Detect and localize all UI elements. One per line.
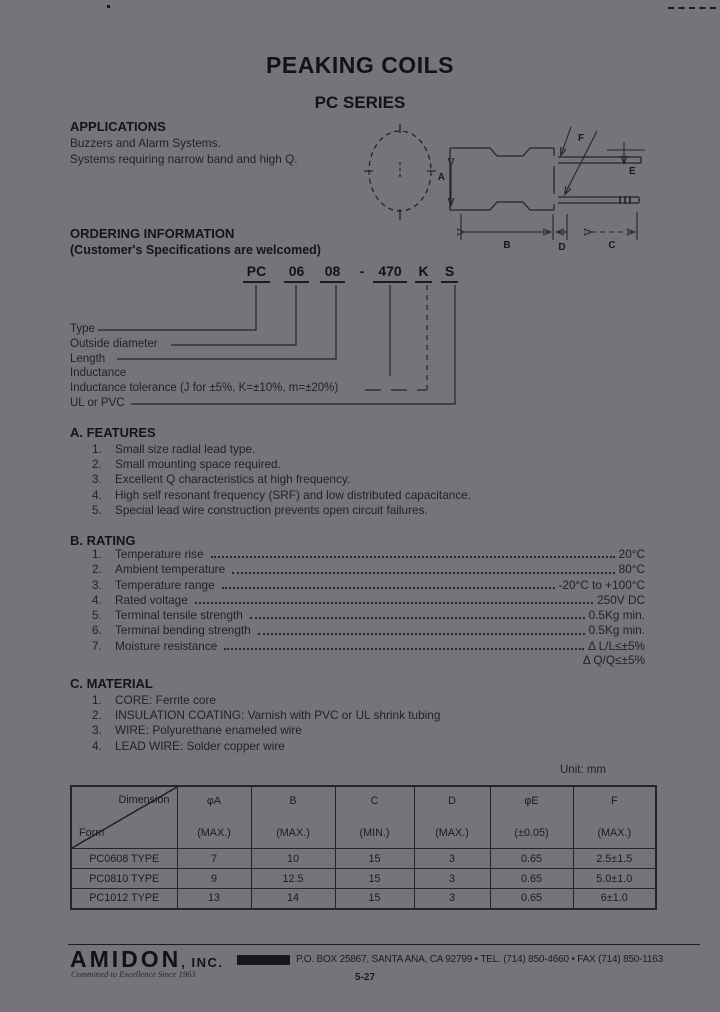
table-corner-cell	[71, 786, 177, 849]
feature-number: 3.	[92, 472, 102, 487]
cell-a: 9	[177, 869, 251, 889]
table-row	[71, 869, 656, 889]
ordering-legend-diameter: Outside diameter	[70, 337, 158, 350]
feature-number: 5.	[92, 502, 102, 517]
dimensions-table	[70, 785, 657, 910]
feature-item	[92, 488, 471, 503]
rating-item	[92, 608, 645, 623]
dimension-lines	[451, 127, 645, 240]
material-text: INSULATION COATING: Varnish with PVC or UL shrink tubing	[115, 708, 441, 723]
cell-form: PC0810 TYPE	[71, 869, 177, 889]
rating-value: 0.5Kg min.	[588, 608, 645, 623]
feature-item	[92, 442, 471, 457]
dim-label-d: D	[558, 242, 566, 253]
table-header-row	[71, 786, 656, 849]
order-code-diameter: 06	[284, 263, 309, 283]
order-code-type: PC	[243, 263, 270, 283]
rating-number: 4.	[92, 592, 102, 607]
rating-value: 80°C	[618, 562, 645, 577]
rating-number: 3.	[92, 577, 102, 592]
material-text: LEAD WIRE: Solder copper wire	[115, 738, 285, 753]
material-item	[92, 739, 440, 754]
cell-f: 2.5±1.5	[573, 849, 656, 869]
feature-number: 1.	[92, 442, 102, 456]
page-title: PEAKING COILS	[266, 52, 454, 78]
rating-label: Ambient temperature	[115, 562, 226, 577]
ordering-legend	[70, 322, 338, 411]
material-item	[92, 723, 440, 738]
material-number: 2.	[92, 708, 102, 723]
page-number: 5-27	[354, 972, 375, 983]
rating-value: -20°C to +100°C	[558, 577, 645, 592]
dot-leader	[258, 632, 585, 635]
feature-text: Small size radial lead type.	[115, 442, 256, 456]
cell-d: 3	[414, 889, 490, 909]
series-subtitle: PC SERIES	[314, 93, 406, 112]
dot-leader	[222, 586, 555, 589]
cell-c: 15	[335, 889, 414, 909]
rating-item	[92, 623, 645, 638]
material-heading: C. MATERIAL	[70, 676, 153, 691]
feature-text: Special lead wire construction prevents open circuit failures.	[115, 502, 428, 517]
table-column-header	[573, 786, 656, 849]
cell-e: 0.65	[490, 869, 573, 889]
feature-number: 4.	[92, 487, 102, 502]
column-name: φE	[524, 795, 539, 807]
applications-line: Systems requiring narrow band and high Q.	[70, 151, 298, 166]
cell-c: 15	[335, 849, 414, 869]
table-column-header	[490, 786, 573, 849]
column-name: C	[370, 795, 379, 807]
scan-artifact-dot	[107, 5, 110, 8]
material-list	[92, 693, 440, 754]
rating-value: 250V DC	[597, 592, 645, 607]
table-column-header	[335, 786, 414, 849]
applications-lines	[70, 136, 298, 167]
dot-leader	[211, 555, 615, 558]
cell-c: 15	[335, 869, 414, 889]
company-address: P.O. BOX 25867, SANTA ANA, CA 92799 • TEL. (714) 850-4660 • FAX (714) 850-1163	[296, 954, 664, 965]
column-name: F	[610, 795, 618, 807]
column-spec: (±0.05)	[514, 827, 549, 839]
feature-item	[92, 457, 471, 472]
feature-text: High self resonant frequency (SRF) and low distributed capacitance.	[115, 487, 472, 502]
table-body	[71, 849, 656, 909]
column-spec: (MAX.)	[197, 827, 231, 839]
dim-label-b: B	[503, 240, 511, 251]
logo-bar	[237, 955, 290, 965]
corner-label-dimension: Dimension	[118, 794, 170, 806]
dim-label-e: E	[629, 166, 636, 177]
ordering-legend-type: Type	[70, 323, 95, 335]
rating-value: 0.5Kg min.	[588, 623, 645, 638]
rating-label: Temperature rise	[115, 547, 204, 561]
column-spec: (MIN.)	[359, 827, 390, 839]
applications-line: Buzzers and Alarm Systems.	[70, 136, 221, 150]
table-column-header	[414, 786, 490, 849]
cell-d: 3	[414, 869, 490, 889]
feature-item	[92, 503, 471, 518]
rating-list	[92, 547, 645, 654]
features-heading: A. FEATURES	[70, 425, 156, 440]
table-row	[71, 889, 656, 909]
rating-label: Moisture resistance	[115, 638, 218, 653]
rating-value: Δ L/L≤±5%	[588, 638, 645, 653]
cell-e: 0.65	[490, 849, 573, 869]
dot-leader	[224, 647, 584, 650]
rating-label: Terminal tensile strength	[115, 608, 243, 623]
rating-item	[92, 593, 645, 608]
cell-form: PC0608 TYPE	[71, 849, 177, 869]
unit-note: Unit: mm	[560, 764, 606, 776]
order-code-dash: -	[359, 263, 365, 279]
feature-text: Small mounting space required.	[115, 457, 281, 472]
rating-heading: B. RATING	[70, 533, 136, 548]
applications-heading: APPLICATIONS	[70, 119, 166, 134]
dim-label-c: C	[608, 240, 616, 251]
material-number: 4.	[92, 738, 102, 753]
table-column-header	[251, 786, 335, 849]
company-tagline: Committed to Excellence Since 1963	[71, 969, 196, 979]
rating-item	[92, 639, 645, 654]
cell-e: 0.65	[490, 889, 573, 909]
dot-leader	[195, 601, 593, 604]
material-item	[92, 708, 440, 723]
order-code-sleeve: S	[441, 263, 458, 283]
material-text: WIRE: Polyurethane enameled wire	[115, 723, 302, 738]
cell-b: 10	[251, 849, 335, 869]
coil-end-view	[364, 124, 436, 220]
rating-label: Temperature range	[115, 577, 215, 592]
column-name: φA	[206, 795, 222, 807]
rating-value: 20°C	[618, 547, 645, 561]
table-row	[71, 849, 656, 869]
order-code-tolerance: K	[415, 263, 432, 283]
ordering-legend-inductance: Inductance	[70, 367, 127, 380]
features-list	[92, 442, 471, 518]
coil-side-view	[450, 148, 641, 210]
feature-number: 2.	[92, 457, 102, 472]
dot-leader	[232, 571, 614, 574]
rating-number: 2.	[92, 562, 102, 577]
rating-number: 7.	[92, 638, 102, 653]
rating-number: 5.	[92, 608, 102, 623]
rating-extra-value: Δ Q/Q≤±5%	[582, 653, 645, 667]
table-column-header	[177, 786, 251, 849]
cell-a: 7	[177, 849, 251, 869]
cell-form: PC1012 TYPE	[71, 889, 177, 909]
rating-number: 1.	[92, 547, 102, 561]
feature-item	[92, 472, 471, 487]
ordering-legend-tolerance: Inductance tolerance (J for ±5%, K=±10%, m=±20%)	[70, 382, 339, 395]
material-item	[92, 693, 440, 708]
rating-label: Terminal bending strength	[115, 623, 251, 638]
order-code-inductance: 470	[373, 263, 407, 283]
company-suffix: , INC.	[181, 955, 224, 970]
order-code-length: 08	[320, 263, 345, 283]
dot-leader	[250, 616, 585, 619]
dim-label-a: A	[437, 172, 445, 183]
column-spec: (MAX.)	[435, 827, 469, 839]
rating-item	[92, 578, 645, 593]
cell-a: 13	[177, 889, 251, 909]
dim-label-f: F	[577, 133, 585, 144]
company-name: AMIDON	[70, 946, 182, 972]
rating-item	[92, 547, 645, 562]
column-spec: (MAX.)	[276, 827, 310, 839]
ordering-legend-sleeve: UL or PVC	[70, 396, 125, 409]
ordering-subheading: (Customer's Specifications are welcomed)	[70, 243, 321, 257]
column-name: D	[448, 795, 456, 807]
feature-text: Excellent Q characteristics at high frequency.	[115, 472, 351, 487]
footer-rule	[68, 944, 700, 945]
material-text: CORE: Ferrite core	[115, 693, 216, 707]
material-number: 1.	[92, 693, 102, 707]
cell-d: 3	[414, 849, 490, 869]
column-name: B	[289, 795, 297, 807]
corner-label-form: Form	[79, 827, 105, 839]
scan-artifact-dashes	[668, 7, 716, 9]
cell-b: 14	[251, 889, 335, 909]
cell-b: 12.5	[251, 869, 335, 889]
ordering-heading: ORDERING INFORMATION	[70, 226, 235, 241]
material-number: 3.	[92, 723, 102, 738]
rating-number: 6.	[92, 623, 102, 638]
column-spec: (MAX.)	[597, 827, 632, 839]
rating-item	[92, 562, 645, 577]
ordering-legend-length: Length	[70, 352, 106, 365]
cell-f: 5.0±1.0	[573, 869, 656, 889]
rating-label: Rated voltage	[115, 592, 188, 607]
cell-f: 6±1.0	[573, 889, 656, 909]
